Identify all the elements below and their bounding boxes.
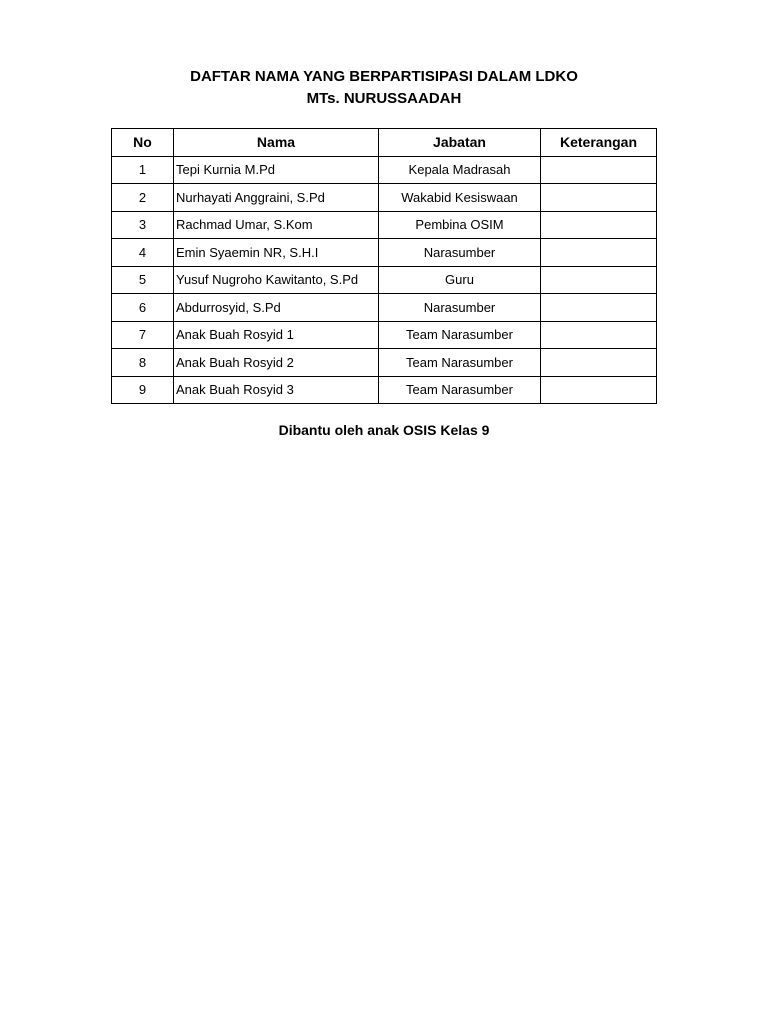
cell-no: 5 bbox=[112, 266, 174, 294]
table-row bbox=[112, 294, 657, 322]
cell-keterangan bbox=[541, 211, 657, 239]
cell-no: 3 bbox=[112, 211, 174, 239]
table-header-row bbox=[112, 129, 657, 157]
participant-table bbox=[111, 128, 657, 404]
cell-nama: Anak Buah Rosyid 2 bbox=[174, 349, 379, 377]
cell-nama: Rachmad Umar, S.Kom bbox=[174, 211, 379, 239]
document-subtitle: MTs. NURUSSAADAH bbox=[306, 90, 462, 107]
cell-keterangan bbox=[541, 266, 657, 294]
cell-keterangan bbox=[541, 239, 657, 267]
table-row bbox=[112, 321, 657, 349]
cell-keterangan bbox=[541, 184, 657, 212]
column-header-no: No bbox=[112, 129, 174, 157]
table-row bbox=[112, 239, 657, 267]
cell-no: 2 bbox=[112, 184, 174, 212]
cell-keterangan bbox=[541, 349, 657, 377]
table-row bbox=[112, 211, 657, 239]
cell-jabatan: Team Narasumber bbox=[379, 376, 541, 404]
cell-no: 6 bbox=[112, 294, 174, 322]
cell-keterangan bbox=[541, 156, 657, 184]
cell-jabatan: Kepala Madrasah bbox=[379, 156, 541, 184]
cell-keterangan bbox=[541, 376, 657, 404]
cell-jabatan: Guru bbox=[379, 266, 541, 294]
cell-no: 7 bbox=[112, 321, 174, 349]
cell-keterangan bbox=[541, 294, 657, 322]
table-row bbox=[112, 349, 657, 377]
cell-nama: Anak Buah Rosyid 3 bbox=[174, 376, 379, 404]
table-row bbox=[112, 266, 657, 294]
footer-note: Dibantu oleh anak OSIS Kelas 9 bbox=[278, 422, 490, 438]
cell-nama: Nurhayati Anggraini, S.Pd bbox=[174, 184, 379, 212]
cell-jabatan: Team Narasumber bbox=[379, 349, 541, 377]
cell-jabatan: Narasumber bbox=[379, 294, 541, 322]
column-header-jabatan: Jabatan bbox=[379, 129, 541, 157]
cell-jabatan: Wakabid Kesiswaan bbox=[379, 184, 541, 212]
cell-nama: Anak Buah Rosyid 1 bbox=[174, 321, 379, 349]
cell-jabatan: Pembina OSIM bbox=[379, 211, 541, 239]
cell-no: 9 bbox=[112, 376, 174, 404]
cell-keterangan bbox=[541, 321, 657, 349]
cell-jabatan: Team Narasumber bbox=[379, 321, 541, 349]
cell-jabatan: Narasumber bbox=[379, 239, 541, 267]
cell-nama: Emin Syaemin NR, S.H.I bbox=[174, 239, 379, 267]
column-header-keterangan: Keterangan bbox=[541, 129, 657, 157]
table-row bbox=[112, 156, 657, 184]
cell-nama: Yusuf Nugroho Kawitanto, S.Pd bbox=[174, 266, 379, 294]
table-row bbox=[112, 184, 657, 212]
column-header-nama: Nama bbox=[174, 129, 379, 157]
table-row bbox=[112, 376, 657, 404]
cell-no: 8 bbox=[112, 349, 174, 377]
cell-no: 1 bbox=[112, 156, 174, 184]
cell-nama: Abdurrosyid, S.Pd bbox=[174, 294, 379, 322]
document-title: DAFTAR NAMA YANG BERPARTISIPASI DALAM LDKO bbox=[190, 68, 578, 85]
cell-nama: Tepi Kurnia M.Pd bbox=[174, 156, 379, 184]
cell-no: 4 bbox=[112, 239, 174, 267]
